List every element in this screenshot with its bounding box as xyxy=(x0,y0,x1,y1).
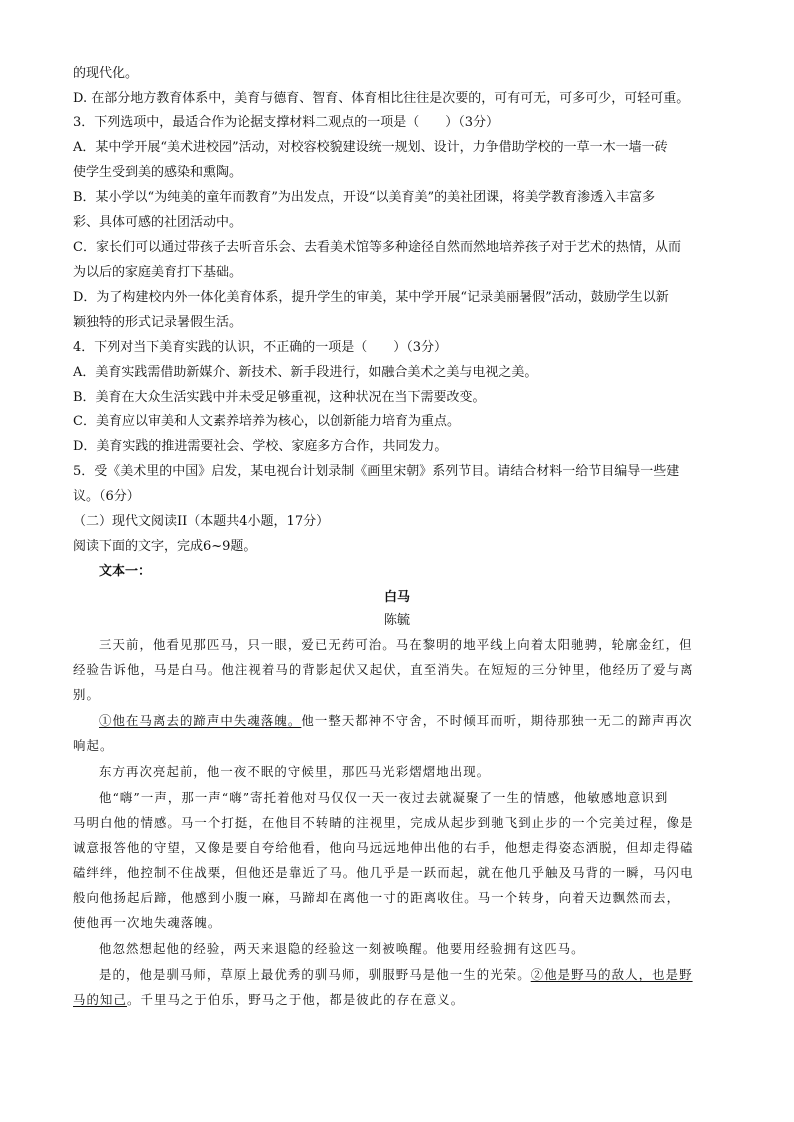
question-line: 使学生受到美的感染和熏陶。 xyxy=(73,165,243,180)
question-line: A．美育实践需借助新媒介、新技术、新手段进行，如融合美术之美与电视之美。 xyxy=(73,365,538,380)
story-text: 是的，他是驯马师，草原上最优秀的驯马师，驯服野马是他一生的光荣。 xyxy=(99,967,531,982)
question-line: 颖独特的形式记录暑假生活。 xyxy=(73,315,243,330)
question-line: B．某小学以“为纯美的童年而教育”为出发点，开设“以美育美”的美社团课，将美学教育渗透入丰富多 xyxy=(73,190,656,205)
question-line: C．家长们可以通过带孩子去听音乐会、去看美术馆等多种途径自然而然地培养孩子对于艺术的热情，从而 xyxy=(73,240,681,255)
section-heading: （二）现代文阅读II（本题共4小题，17分） xyxy=(73,514,330,529)
story-line: 别。 xyxy=(73,687,100,702)
story-line: 马明白他的情感。马一个打挺，在他目不转睛的注视里，完成从起步到驰飞到止步的一个完美过程，像是 xyxy=(73,815,694,830)
question-line: B．美育在大众生活实践中并未受足够重视，这种状况在当下需要改变。 xyxy=(73,390,486,405)
question-line: C．美育应以审美和人文素养培养为核心，以创新能力培育为重点。 xyxy=(73,414,460,429)
question-line: 4．下列对当下美育实践的认识，不正确的一项是（ ）（3分） xyxy=(73,340,448,355)
text-label: 文本一： xyxy=(99,564,152,579)
question-line: D．为了构建校内外一体化美育体系，提升学生的审美，某中学开展“记录美丽暑假”活动，鼓励学生以新 xyxy=(73,290,669,305)
story-line: 使他再一次地失魂落魄。 xyxy=(73,915,222,930)
question-line: 为以后的家庭美育打下基础。 xyxy=(73,265,243,280)
underlined-sentence-2: ②他是野马的敌人，也是野 xyxy=(530,967,693,982)
story-text: 他一整天都神不守舍，不时倾耳而听，期待那独一无二的蹄声再次 xyxy=(301,713,693,728)
underlined-sentence-2-cont: 马的知己 xyxy=(73,992,127,1007)
question-line: D．美育实践的推进需要社会、学校、家庭多方合作，共同发力。 xyxy=(73,439,448,454)
story-line: 他忽然想起他的经验，两天来退隐的经验这一刻被唤醒。他要用经验拥有这匹马。 xyxy=(99,941,585,956)
story-line: 经验告诉他，马是白马。他注视着马的背影起伏又起伏，直至消失。在短短的三分钟里，他经历了爱与离 xyxy=(73,662,694,677)
question-line: 5．受《美术里的中国》启发，某电视台计划录制《画里宋朝》系列节目。请结合材料一给节目编导一些建 xyxy=(73,464,680,479)
reading-instruction: 阅读下面的文字，完成6~9题。 xyxy=(73,539,257,554)
underlined-sentence-1: ①他在马离去的蹄声中失魂落魄。 xyxy=(99,713,302,728)
question-line: A．某中学开展“美术进校园”活动，对校容校貌建设统一规划、设计，力争借助学校的一草一木一墙一砖 xyxy=(73,140,668,155)
story-text: 。千里马之于伯乐，野马之于他，都是彼此的存在意义。 xyxy=(126,992,465,1007)
story-line xyxy=(99,967,693,983)
story-title: 白马 xyxy=(383,590,410,605)
question-line: 3．下列选项中，最适合作为论据支撑材料二观点的一项是（ ）（3分） xyxy=(73,115,500,130)
story-line xyxy=(99,713,693,729)
question-line: 彩、具体可感的社团活动中。 xyxy=(73,215,243,230)
story-line: 东方再次亮起前，他一夜不眠的守候里，那匹马光彩熠熠地出现。 xyxy=(99,764,491,779)
story-line: 磕绊绊，他控制不住战栗，但他还是靠近了马。他几乎是一跃而起，就在他几乎触及马背的一瞬，马闪电 xyxy=(73,865,694,880)
story-line xyxy=(73,992,464,1008)
story-line: 诚意报答他的守望，又像是要自夸给他看，他向马远远地伸出他的右手，他想走得姿态洒脱，但却走得磕 xyxy=(73,840,694,855)
question-line: D. 在部分地方教育体系中，美育与德育、智育、体育相比往往是次要的，可有可无，可多可少，可轻可重。 xyxy=(73,91,690,106)
story-author: 陈毓 xyxy=(383,613,410,628)
story-line: 般向他扬起后蹄，他感到小腹一麻，马蹄却在离他一寸的距离收住。马一个转身，向着天边飘然而去， xyxy=(73,890,681,905)
question-line: 议。（6分） xyxy=(73,489,140,504)
story-line: 三天前，他看见那匹马，只一眼，爱已无药可治。马在黎明的地平线上向着太阳驰骋，轮廓金红，但 xyxy=(99,637,693,652)
question-line: 的现代化。 xyxy=(73,66,139,81)
story-line: 他“嗨”一声，那一声“嗨”寄托着他对马仅仅一天一夜过去就凝聚了一生的情感，他敏感地意识到 xyxy=(99,790,669,805)
story-line: 响起。 xyxy=(73,738,114,753)
